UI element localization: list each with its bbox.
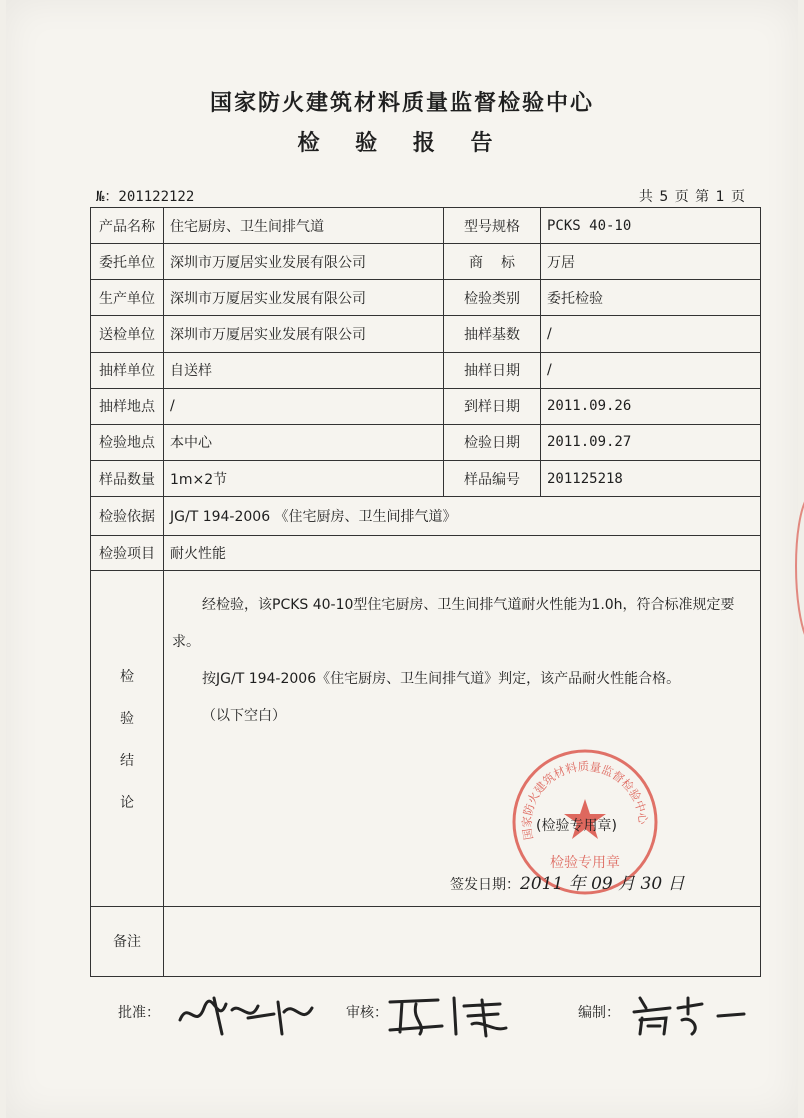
- sign-date-value: 2011 年 09 月 30 日: [520, 874, 685, 895]
- field-label: 抽样单位: [91, 352, 164, 388]
- conclusion-paragraph: 经检验，该PCKS 40-10型住宅厨房、卫生间排气道耐火性能为1.0h，符合标准规定要求。: [172, 597, 735, 651]
- preparer-signature-image: [626, 990, 756, 1040]
- prepare-label: 编制：: [578, 1005, 620, 1021]
- table-row: [91, 316, 761, 352]
- sampling-date-value: /: [541, 352, 761, 388]
- product-name-value: 住宅厨房、卫生间排气道: [164, 208, 444, 244]
- table-row: [91, 460, 761, 496]
- conclusion-text: [172, 587, 750, 735]
- field-label: 产品名称: [91, 208, 164, 244]
- field-label: 样品数量: [91, 460, 164, 496]
- client-value: 深圳市万厦居实业发展有限公司: [164, 244, 444, 280]
- field-label: 抽样基数: [444, 316, 541, 352]
- table-row: [91, 244, 761, 280]
- field-label: 检验地点: [91, 424, 164, 460]
- field-label: 型号规格: [444, 208, 541, 244]
- conclusion-label-char: 结: [120, 752, 134, 769]
- field-label: 检验类别: [444, 280, 541, 316]
- conclusion-label-char: 检: [120, 668, 134, 685]
- sample-no-value: 201125218: [541, 460, 761, 496]
- remarks-value: [164, 906, 761, 976]
- remarks-label: 备注: [91, 906, 164, 976]
- org-title: 国家防火建筑材料质量监督检验中心: [209, 91, 594, 116]
- field-label: 到样日期: [444, 388, 541, 424]
- table-row: [91, 536, 761, 571]
- signature-block: [6, 990, 798, 1050]
- brand-value: 万居: [541, 244, 761, 280]
- inspection-place-value: 本中心: [164, 424, 444, 460]
- seal-label: (检验专用章): [536, 818, 617, 835]
- table-row: [91, 424, 761, 460]
- sampling-base-value: /: [541, 316, 761, 352]
- sampling-unit-value: 自送样: [164, 352, 444, 388]
- conclusion-paragraph: 按JG/T 194-2006《住宅厨房、卫生间排气道》判定，该产品耐火性能合格。: [202, 671, 681, 688]
- table-row: [91, 208, 761, 244]
- seal-ring-text: 国家防火建筑材料质量监督检验中心: [519, 759, 651, 842]
- table-row: [91, 497, 761, 536]
- document-title: 检 验 报 告: [297, 131, 507, 156]
- field-label: 委托单位: [91, 244, 164, 280]
- model-value: PCKS 40-10: [541, 208, 761, 244]
- report-number: №：201122122: [96, 189, 195, 205]
- field-label: 送检单位: [91, 316, 164, 352]
- basis-value: JG/T 194-2006 《住宅厨房、卫生间排气道》: [164, 497, 761, 536]
- inspection-type-value: 委托检验: [541, 280, 761, 316]
- sample-qty-value: 1m×2节: [164, 460, 444, 496]
- blank-note: （以下空白）: [202, 708, 286, 725]
- field-label: 商标: [444, 244, 541, 280]
- conclusion-label-char: 验: [120, 710, 134, 727]
- remarks-row: [91, 906, 761, 976]
- table-row: [91, 352, 761, 388]
- review-label: 审核：: [346, 1005, 388, 1021]
- field-label: 样品编号: [444, 460, 541, 496]
- inspection-date-value: 2011.09.27: [541, 424, 761, 460]
- items-value: 耐火性能: [164, 536, 761, 571]
- conclusion-label: [91, 571, 164, 906]
- field-label: 检验依据: [91, 497, 164, 536]
- table-row: [91, 388, 761, 424]
- conclusion-label-char: 论: [120, 794, 134, 811]
- sign-date-label: 签发日期：: [450, 877, 520, 894]
- arrival-date-value: 2011.09.26: [541, 388, 761, 424]
- field-label: 抽样地点: [91, 388, 164, 424]
- sampling-place-value: /: [164, 388, 444, 424]
- field-label: 检验项目: [91, 536, 164, 571]
- field-label: 抽样日期: [444, 352, 541, 388]
- report-page: [6, 0, 798, 1118]
- field-label: 检验日期: [444, 424, 541, 460]
- table-row: [91, 280, 761, 316]
- seal-edge-mark: [790, 490, 804, 650]
- reviewer-signature-image: [382, 990, 522, 1040]
- producer-value: 深圳市万厦居实业发展有限公司: [164, 280, 444, 316]
- field-label: 生产单位: [91, 280, 164, 316]
- sign-date: [450, 869, 685, 894]
- approve-label: 批准：: [118, 1005, 160, 1021]
- page-info: 共 5 页 第 1 页: [638, 189, 746, 205]
- seal-bottom-text: 检验专用章: [550, 855, 620, 872]
- conclusion-content: [164, 571, 761, 906]
- submitter-value: 深圳市万厦居实业发展有限公司: [164, 316, 444, 352]
- conclusion-row: [91, 571, 761, 906]
- report-table: [90, 207, 761, 977]
- approver-signature-image: [174, 990, 324, 1040]
